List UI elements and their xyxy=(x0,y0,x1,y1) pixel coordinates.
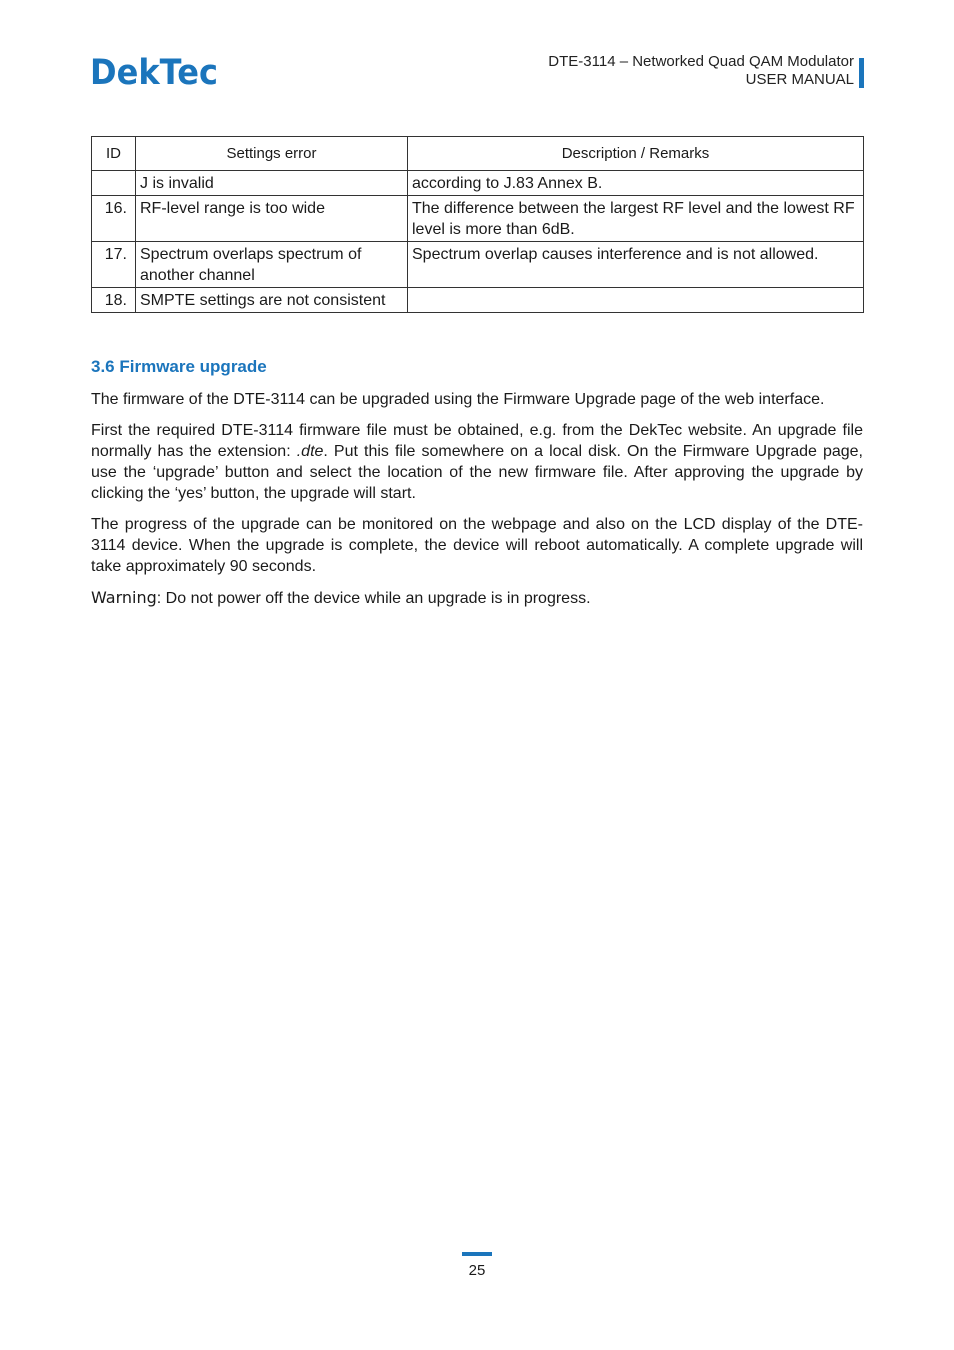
table-header-row xyxy=(92,137,864,171)
document-header xyxy=(548,53,854,89)
paragraph-progress: The progress of the upgrade can be monitored on the webpage and also on the LCD display of the DTE-3114 device. When the upgrade is complete, the device will reboot automatically. A complete upgrade will take approximately 90 seconds. xyxy=(91,516,863,575)
table-row xyxy=(92,242,864,288)
row-id: 17. xyxy=(92,242,136,288)
row-setting: Spectrum overlaps spectrum of another channel xyxy=(136,242,408,288)
section-title: 3.6 Firmware upgrade xyxy=(91,357,267,376)
settings-error-table xyxy=(91,136,864,313)
page-number: 25 xyxy=(468,1262,486,1279)
column-header-description: Description / Remarks xyxy=(408,137,864,171)
row-description: The difference between the largest RF level and the lowest RF level is more than 6dB. xyxy=(408,196,864,242)
table-row xyxy=(92,196,864,242)
paragraph-procedure xyxy=(91,420,863,504)
warning-label: Warning xyxy=(91,588,157,607)
dektec-logo xyxy=(90,54,220,88)
table-row xyxy=(92,171,864,196)
paragraph-intro: The firmware of the DTE-3114 can be upgraded using the Firmware Upgrade page of the web interface. xyxy=(91,391,825,408)
file-extension: .dte xyxy=(296,443,324,460)
header-accent-bar xyxy=(859,58,864,88)
paragraph-warning xyxy=(91,587,863,609)
row-setting: RF-level range is too wide xyxy=(136,196,408,242)
footer-accent-bar xyxy=(462,1252,492,1256)
doc-title: DTE-3114 – Networked Quad QAM Modulator xyxy=(548,53,854,70)
logo-text: DekTec xyxy=(90,54,218,88)
row-setting: SMPTE settings are not consistent xyxy=(136,288,408,313)
row-description: according to J.83 Annex B. xyxy=(408,171,864,196)
procedure-text-b: . Put this file somewhere on a local disk. On the Firmware Upgrade page, use the ‘upgrade’ button and select the location of the new firmware file. After approving the upgrade by clicking the ‘yes’ button, the upgrade will start. xyxy=(91,443,863,502)
warning-text: : Do not power off the device while an upgrade is in progress. xyxy=(156,590,591,607)
column-header-id: ID xyxy=(92,137,136,171)
row-description: Spectrum overlap causes interference and is not allowed. xyxy=(408,242,864,288)
row-setting: J is invalid xyxy=(136,171,408,196)
row-id xyxy=(92,171,136,196)
row-description xyxy=(408,288,864,313)
doc-subtitle: USER MANUAL xyxy=(745,71,854,88)
procedure-text-a: First the required DTE-3114 firmware file must be obtained, e.g. from the DekTec website. An upgrade file normally has the extension: xyxy=(91,422,863,460)
row-id: 18. xyxy=(92,288,136,313)
table-row xyxy=(92,288,864,313)
row-id: 16. xyxy=(92,196,136,242)
column-header-settings-error: Settings error xyxy=(136,137,408,171)
section-body xyxy=(91,389,863,619)
